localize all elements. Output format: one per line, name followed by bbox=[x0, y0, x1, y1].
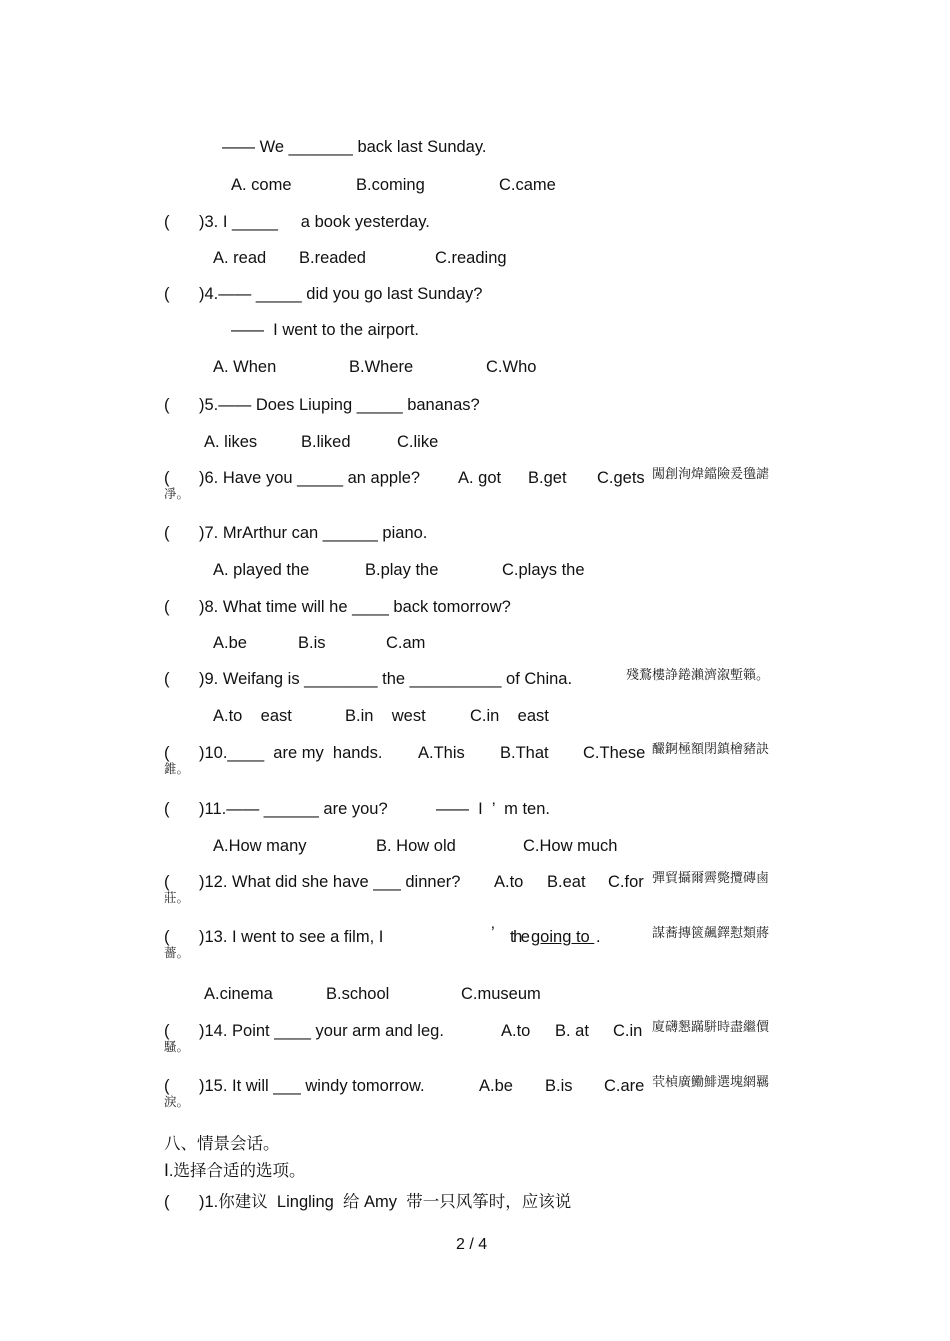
q3-option-a: A. read bbox=[213, 249, 267, 267]
q6-paren: ( bbox=[164, 469, 170, 487]
q14-paren: ( bbox=[164, 1022, 170, 1040]
section-subheading: Ⅰ.选择合适的选项。 bbox=[164, 1162, 306, 1180]
q4-stem: )4.—— _____ did you go last Sunday? bbox=[199, 285, 483, 303]
q14-noise-wrap: 騷。 bbox=[164, 1039, 190, 1054]
q9-option-a: A.to east bbox=[213, 707, 292, 725]
q4-option-b: B.Where bbox=[349, 358, 414, 376]
q3-stem: )3. I _____ a book yesterday. bbox=[199, 213, 430, 231]
q15-noise-wrap: 淚。 bbox=[164, 1094, 190, 1109]
q13-period: . bbox=[596, 928, 601, 946]
q11-stem: )11.—— ______ are you? bbox=[199, 800, 388, 818]
q14-option-a: A.to bbox=[501, 1022, 531, 1040]
q9-noise-text: 殘鶩樓諍錈瀨濟溆塹籟。 bbox=[626, 668, 770, 683]
q2-answer-line: —— We _______ back last Sunday. bbox=[222, 138, 487, 156]
s8-q1-paren: ( bbox=[164, 1193, 170, 1211]
page-number: 2 / 4 bbox=[456, 1236, 488, 1253]
q13-underlined-phrase: going to bbox=[531, 928, 595, 946]
q5-stem: )5.—— Does Liuping _____ bananas? bbox=[199, 396, 480, 414]
q13-apostrophe: ’ bbox=[491, 924, 495, 942]
q5-option-b: B.liked bbox=[301, 433, 351, 451]
q12-noise-wrap: 莊。 bbox=[164, 890, 190, 905]
q14-noise-text: 廈礴懇蹣駢時盡繼價 bbox=[652, 1020, 770, 1035]
q10-paren: ( bbox=[164, 744, 170, 762]
q2-option-c: C.came bbox=[499, 176, 556, 194]
q13-stem: )13. I went to see a film, I bbox=[199, 928, 384, 946]
q3-option-c: C.reading bbox=[435, 249, 507, 267]
q4-option-c: C.Who bbox=[486, 358, 537, 376]
q9-option-c: C.in east bbox=[470, 707, 549, 725]
q13-option-c: C.museum bbox=[461, 985, 541, 1003]
q6-option-c: C.gets bbox=[597, 469, 645, 487]
q10-option-c: C.These bbox=[583, 744, 646, 762]
q4-option-a: A. When bbox=[213, 358, 277, 376]
q8-option-c: C.am bbox=[386, 634, 426, 652]
q9-option-b: B.in west bbox=[345, 707, 426, 725]
q4-paren: ( bbox=[164, 285, 170, 303]
q13-option-a: A.cinema bbox=[204, 985, 273, 1003]
q7-paren: ( bbox=[164, 524, 170, 542]
q13-noise-text: 謀蕎摶篋飆鐸懟類蔣 bbox=[652, 926, 770, 941]
q11-option-a: A.How many bbox=[213, 837, 307, 855]
q5-paren: ( bbox=[164, 396, 170, 414]
q15-option-b: B.is bbox=[545, 1077, 573, 1095]
q15-option-c: C.are bbox=[604, 1077, 645, 1095]
q10-noise-text: 釅錒極額閉鎮檜豬訣 bbox=[652, 742, 770, 757]
q8-option-a: A.be bbox=[213, 634, 247, 652]
q11-option-b: B. How old bbox=[376, 837, 456, 855]
q12-paren: ( bbox=[164, 873, 170, 891]
q4-answer-line: —— I went to the airport. bbox=[231, 321, 419, 339]
q7-option-a: A. played the bbox=[213, 561, 310, 579]
q11-option-c: C.How much bbox=[523, 837, 618, 855]
q7-option-b: B.play the bbox=[365, 561, 439, 579]
q7-stem: )7. MrArthur can ______ piano. bbox=[199, 524, 428, 542]
q12-stem: )12. What did she have ___ dinner? bbox=[199, 873, 461, 891]
section-heading: 八、情景会话。 bbox=[164, 1135, 280, 1153]
q15-stem: )15. It will ___ windy tomorrow. bbox=[199, 1077, 425, 1095]
q9-paren: ( bbox=[164, 670, 170, 688]
q13-overlap-word: the bbox=[510, 928, 529, 946]
q10-stem: )10.____ are my hands. bbox=[199, 744, 383, 762]
q12-option-c: C.for bbox=[608, 873, 644, 891]
q3-option-b: B.readed bbox=[299, 249, 366, 267]
q8-paren: ( bbox=[164, 598, 170, 616]
q3-paren: ( bbox=[164, 213, 170, 231]
q13-option-b: B.school bbox=[326, 985, 390, 1003]
q10-option-b: B.That bbox=[500, 744, 549, 762]
q14-option-c: C.in bbox=[613, 1022, 643, 1040]
q2-option-b: B.coming bbox=[356, 176, 425, 194]
s8-q1-stem: )1.你建议 Lingling 给 Amy 带一只风筝时，应该说 bbox=[199, 1193, 572, 1211]
q2-option-a: A. come bbox=[231, 176, 292, 194]
q12-noise-text: 彈貿攝爾霽斃攬磚鹵 bbox=[652, 871, 770, 886]
q9-stem: )9. Weifang is ________ the __________ of China. bbox=[199, 670, 573, 688]
q6-stem: )6. Have you _____ an apple? bbox=[199, 469, 421, 487]
q10-option-a: A.This bbox=[418, 744, 465, 762]
q15-paren: ( bbox=[164, 1077, 170, 1095]
q13-noise-wrap: 薔。 bbox=[164, 945, 190, 960]
q12-option-a: A.to bbox=[494, 873, 524, 891]
q14-option-b: B. at bbox=[555, 1022, 589, 1040]
q12-option-b: B.eat bbox=[547, 873, 586, 891]
q14-stem: )14. Point ____ your arm and leg. bbox=[199, 1022, 444, 1040]
q8-option-b: B.is bbox=[298, 634, 326, 652]
q11-answer: —— I ’ m ten. bbox=[436, 800, 550, 818]
q6-option-b: B.get bbox=[528, 469, 567, 487]
q8-stem: )8. What time will he ____ back tomorrow? bbox=[199, 598, 511, 616]
q15-noise-text: 茕楨廣鰳鯡選塊網羈 bbox=[652, 1075, 770, 1090]
q10-noise-wrap: 錐。 bbox=[164, 761, 190, 776]
q15-option-a: A.be bbox=[479, 1077, 513, 1095]
q7-option-c: C.plays the bbox=[502, 561, 585, 579]
q5-option-a: A. likes bbox=[204, 433, 258, 451]
q6-option-a: A. got bbox=[458, 469, 502, 487]
q5-option-c: C.like bbox=[397, 433, 439, 451]
q6-noise-text: 闖創洵煒鐺險爰氇謔 bbox=[652, 467, 770, 482]
q6-noise-wrap: 凈。 bbox=[164, 486, 190, 501]
q11-paren: ( bbox=[164, 800, 170, 818]
q13-paren: ( bbox=[164, 928, 170, 946]
